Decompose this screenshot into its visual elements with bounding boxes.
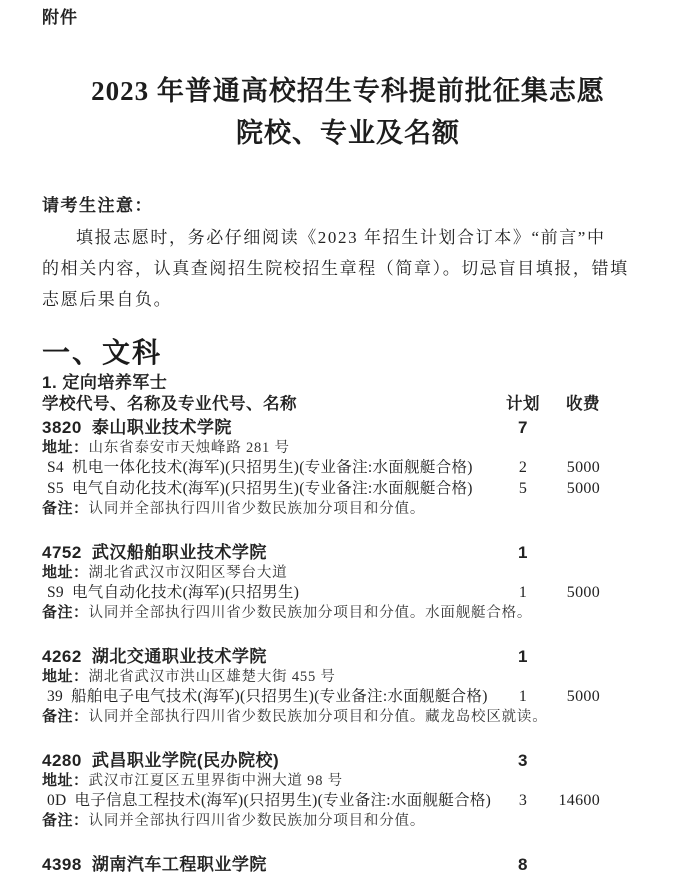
major-name: 电子信息工程技术(海军)(只招男生)(专业备注:水面舰艇合格): [74, 792, 492, 809]
notice-section: [42, 194, 648, 315]
admission-table: [42, 394, 600, 875]
major-code: S9: [47, 584, 64, 601]
major-title: [42, 582, 503, 603]
school-row: [42, 542, 600, 563]
title-line-1: 2023 年普通高校招生专科提前批征集志愿: [91, 76, 605, 106]
school-title: [42, 542, 503, 563]
page-title: [42, 70, 654, 154]
major-code: S5: [47, 480, 64, 497]
column-header-school: 学校代号、名称及专业代号、名称: [42, 395, 297, 413]
school-plan-count: 8: [518, 855, 528, 874]
major-fee: 5000: [566, 480, 600, 497]
major-row: [42, 582, 600, 603]
major-fee: 5000: [566, 459, 600, 476]
major-title: [42, 686, 503, 707]
notice-heading: 请考生注意：: [42, 196, 153, 215]
major-plan-count: 1: [518, 584, 528, 601]
major-name: 机电一体化技术(海军)(只招男生)(专业备注:水面舰艇合格): [71, 459, 473, 476]
note-row: [42, 811, 600, 831]
major-plan-count: 2: [518, 459, 528, 476]
major-row: [42, 478, 600, 499]
major-name: 电气自动化技术(海军)(只招男生): [71, 584, 300, 601]
school-title: [42, 854, 503, 875]
note-text: 认同并全部执行四川省少数民族加分项目和分值。水面舰艇合格。: [88, 605, 533, 621]
major-row: [42, 790, 600, 811]
note-label: 备注：: [42, 812, 89, 829]
school-name: 武汉船舶职业技术学院: [91, 543, 267, 562]
attachment-label: 附件: [42, 8, 78, 27]
major-fee: 14600: [558, 792, 600, 809]
address-label: 地址：: [42, 772, 89, 789]
school-code: 4398: [42, 855, 82, 874]
notice-line: 填报志愿时，务必仔细阅读《2023 年招生计划合订本》“前言”中: [76, 228, 606, 247]
address-text: 武汉市江夏区五里界街中洲大道 98 号: [88, 773, 343, 789]
address-row: [42, 668, 600, 686]
major-plan-count: 3: [518, 792, 528, 809]
school-block: [42, 854, 600, 875]
notice-line: 的相关内容，认真查阅招生院校招生章程（简章）。切忌盲目填报，错填: [42, 259, 629, 278]
column-header-plan: 计划: [506, 395, 540, 413]
address-label: 地址：: [42, 668, 89, 685]
title-line-2: 院校、专业及名额: [236, 118, 460, 148]
note-row: [42, 603, 600, 623]
major-name: 电气自动化技术(海军)(只招男生)(专业备注:水面舰艇合格): [71, 480, 473, 497]
major-code: 0D: [47, 792, 67, 809]
school-plan-count: 1: [518, 543, 528, 562]
address-label: 地址：: [42, 564, 89, 581]
major-fee: 5000: [566, 584, 600, 601]
school-name: 泰山职业技术学院: [91, 418, 232, 437]
note-text: 认同并全部执行四川省少数民族加分项目和分值。藏龙岛校区就读。: [88, 709, 548, 725]
school-name: 湖北交通职业技术学院: [91, 647, 267, 666]
address-text: 山东省泰安市天烛峰路 281 号: [88, 440, 290, 456]
school-name: 武昌职业学院(民办院校): [91, 751, 280, 770]
table-header-row: [42, 394, 600, 414]
note-row: [42, 707, 600, 727]
major-row: [42, 686, 600, 707]
address-row: [42, 564, 600, 582]
school-block: [42, 542, 600, 623]
school-row: [42, 750, 600, 771]
column-header-fee: 收费: [566, 395, 600, 413]
notice-line: 志愿后果自负。: [42, 290, 173, 309]
school-list: [42, 417, 600, 875]
school-code: 3820: [42, 418, 82, 437]
major-code: 39: [47, 688, 64, 705]
school-block: [42, 750, 600, 831]
section-heading-liberal-arts: 一、文科: [42, 337, 163, 368]
major-name: 船舶电子电气技术(海军)(只招男生)(专业备注:水面舰艇合格): [71, 688, 488, 705]
school-plan-count: 1: [518, 647, 528, 666]
school-row: [42, 854, 600, 875]
major-plan-count: 5: [518, 480, 528, 497]
school-row: [42, 646, 600, 667]
school-code: 4262: [42, 647, 82, 666]
school-block: [42, 417, 600, 519]
note-label: 备注：: [42, 500, 89, 517]
major-title: [42, 478, 503, 499]
note-text: 认同并全部执行四川省少数民族加分项目和分值。: [88, 501, 426, 517]
school-title: [42, 750, 503, 771]
school-name: 湖南汽车工程职业学院: [91, 855, 267, 874]
notice-body: [42, 222, 648, 315]
school-plan-count: 7: [518, 418, 528, 437]
address-text: 湖北省武汉市洪山区雄楚大街 455 号: [88, 669, 336, 685]
school-code: 4752: [42, 543, 82, 562]
school-title: [42, 417, 503, 438]
school-code: 4280: [42, 751, 82, 770]
major-title: [42, 790, 503, 811]
address-label: 地址：: [42, 439, 89, 456]
major-title: [42, 457, 503, 478]
address-row: [42, 439, 600, 457]
school-title: [42, 646, 503, 667]
note-label: 备注：: [42, 604, 89, 621]
address-row: [42, 772, 600, 790]
address-text: 湖北省武汉市汉阳区琴台大道: [88, 565, 288, 581]
major-plan-count: 1: [518, 688, 528, 705]
school-block: [42, 646, 600, 727]
note-label: 备注：: [42, 708, 89, 725]
major-row: [42, 457, 600, 478]
subheading-directional-nco: 1. 定向培养军士: [42, 373, 168, 392]
school-row: [42, 417, 600, 438]
major-fee: 5000: [566, 688, 600, 705]
major-code: S4: [47, 459, 64, 476]
note-text: 认同并全部执行四川省少数民族加分项目和分值。: [88, 813, 426, 829]
school-plan-count: 3: [518, 751, 528, 770]
note-row: [42, 499, 600, 519]
